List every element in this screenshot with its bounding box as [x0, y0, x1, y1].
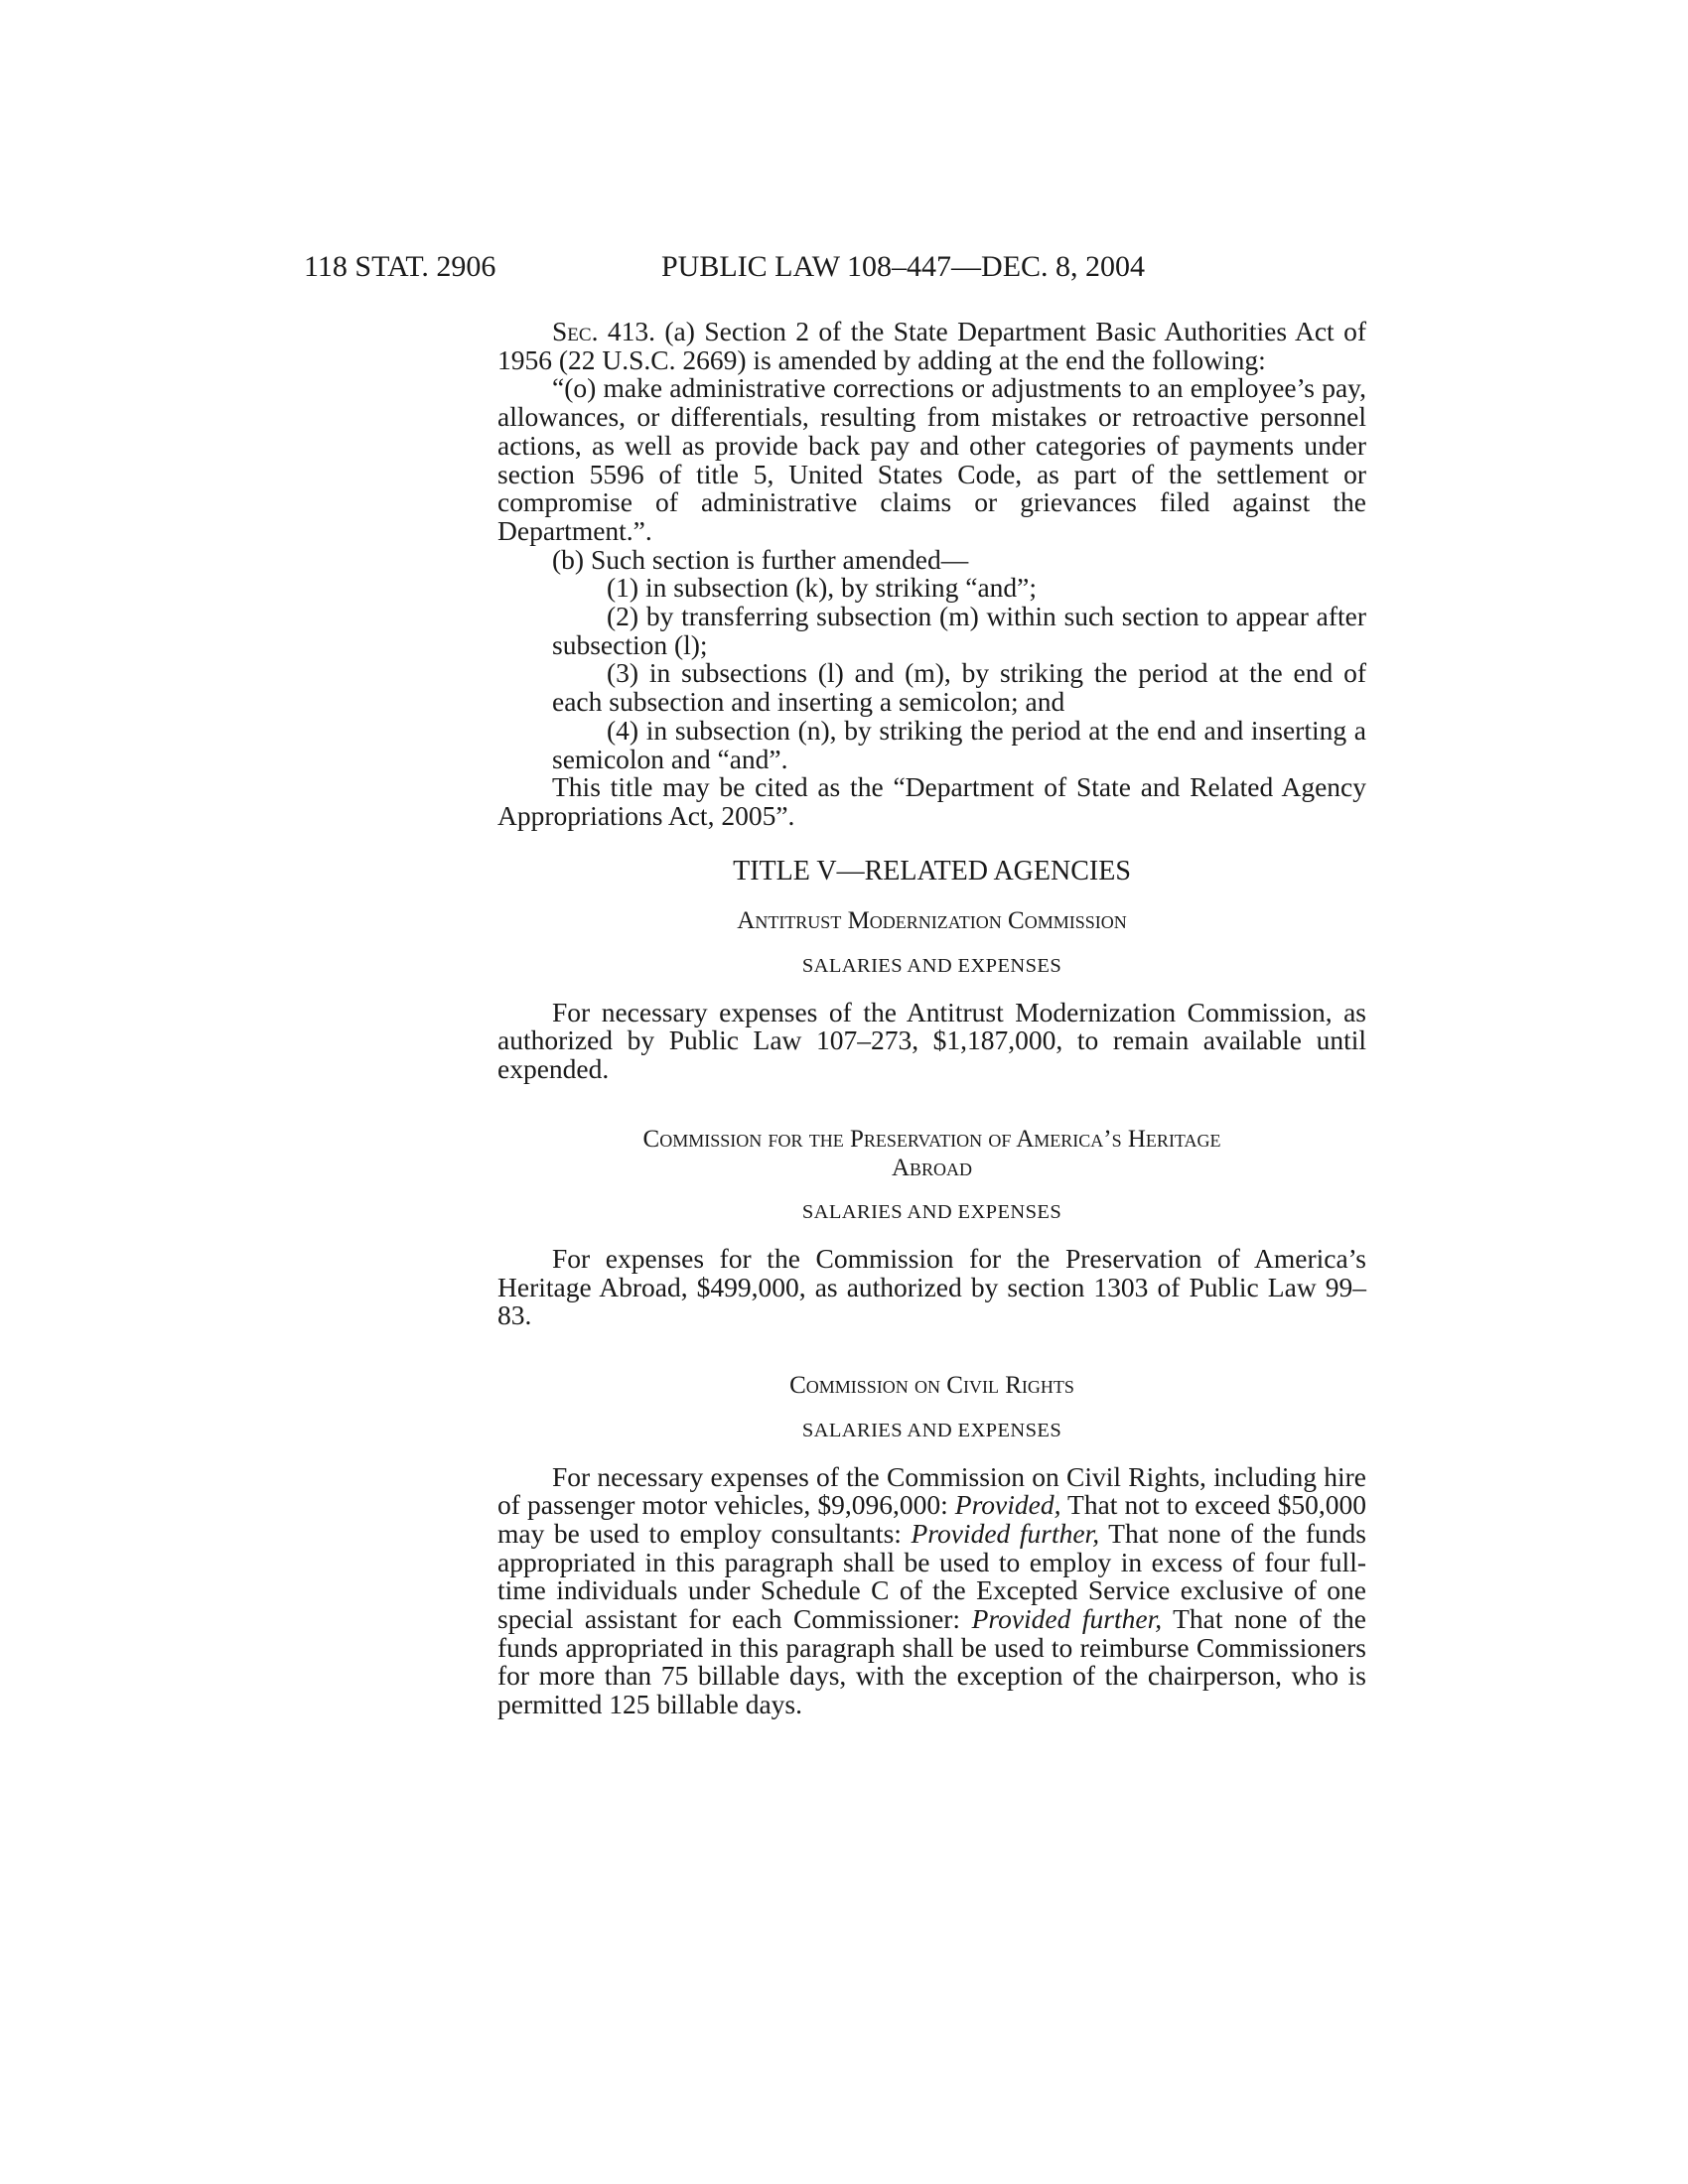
title-v-heading: TITLE V—RELATED AGENCIES [733, 855, 1131, 887]
sec-413-intro [497, 318, 1366, 374]
sec-413-intro-text: 413. (a) Section 2 of the State Department Basic Authorities Act of 1956 (22 U.S.C. 2669) is amended by adding at the end the following: [497, 316, 1366, 375]
sec-label: Sec. [552, 316, 599, 346]
amendment-item-4: (4) in subsection (n), by striking the period at the end and inserting a semicolon and “and”. [552, 714, 1366, 774]
civil-rights-paragraph [497, 1460, 1367, 1720]
heritage-paragraph: For expenses for the Commission for the Preservation of America’s Heritage Abroad, $499,000, as authorized by section 1303 of Public Law 99–83. [497, 1242, 1366, 1331]
amendment-item-2: (2) by transferring subsection (m) within such section to appear after subsection (l); [552, 601, 1366, 660]
antitrust-paragraph: For necessary expenses of the Antitrust Modernization Commission, as authorized by Public Law 107–273, $1,187,000, to remain available until expended. [497, 996, 1366, 1085]
page-header [0, 250, 1688, 290]
statute-page-number: 118 STAT. 2906 [304, 250, 496, 283]
civil-rights-subheading: SALARIES AND EXPENSES [801, 1419, 1062, 1441]
sec-413-quote: “(o) make administrative corrections or adjustments to an employee’s pay, allowances, or differentials, resulting from mistakes or retroactive personnel actions, as well as provide back pay and other categories of payments under section 5596 of title 5, United States Code, as part of the settlement or compromise of administrative claims or grievances filed against the Department.”. [497, 372, 1366, 546]
civil-rights-text-b: That not to exceed $50,000 may be used to employ consultants: [497, 1489, 1366, 1549]
civil-rights-text-c: That none of the funds appropriated in this paragraph shall be used to employ in excess of four full-time individuals under Schedule C of the Excepted Service exclusive of one special assistant for each Commissioner: [497, 1517, 1367, 1635]
amendment-item-1: (1) in subsection (k), by striking “and”; [607, 572, 1038, 604]
civil-rights-text-a: For necessary expenses of the Commission on Civil Rights, including hire of passenger motor vehicles, $9,096,000: [497, 1460, 1366, 1521]
heritage-heading-line1: Commission for the Preservation of America’s Heritage [642, 1125, 1221, 1153]
public-law-citation: PUBLIC LAW 108–447—DEC. 8, 2004 [661, 250, 1146, 283]
document-body [497, 318, 1366, 1719]
amendment-item-3: (3) in subsections (l) and (m), by striking the period at the end of each subsection and inserting a semicolon; and [552, 657, 1366, 718]
heritage-subheading: SALARIES AND EXPENSES [801, 1201, 1062, 1224]
provided-1: Provided, [954, 1489, 1061, 1521]
provided-3: Provided further, [971, 1603, 1163, 1635]
civil-rights-heading: Commission on Civil Rights [789, 1372, 1074, 1400]
antitrust-subheading: SALARIES AND EXPENSES [801, 955, 1062, 978]
civil-rights-text-d: That none of the funds appropriated in this paragraph shall be used to reimburse Commissioners for more than 75 billable days, with the exception of the chairperson, who is permitted 125 billable days. [497, 1603, 1367, 1720]
title-citation: This title may be cited as the “Department of State and Related Agency Appropriations Act, 2005”. [497, 771, 1366, 831]
sec-413-b: (b) Such section is further amended— [552, 543, 969, 575]
heritage-heading-line2: Abroad [891, 1154, 973, 1181]
antitrust-heading: Antitrust Modernization Commission [737, 907, 1127, 935]
provided-2: Provided further, [911, 1517, 1100, 1549]
